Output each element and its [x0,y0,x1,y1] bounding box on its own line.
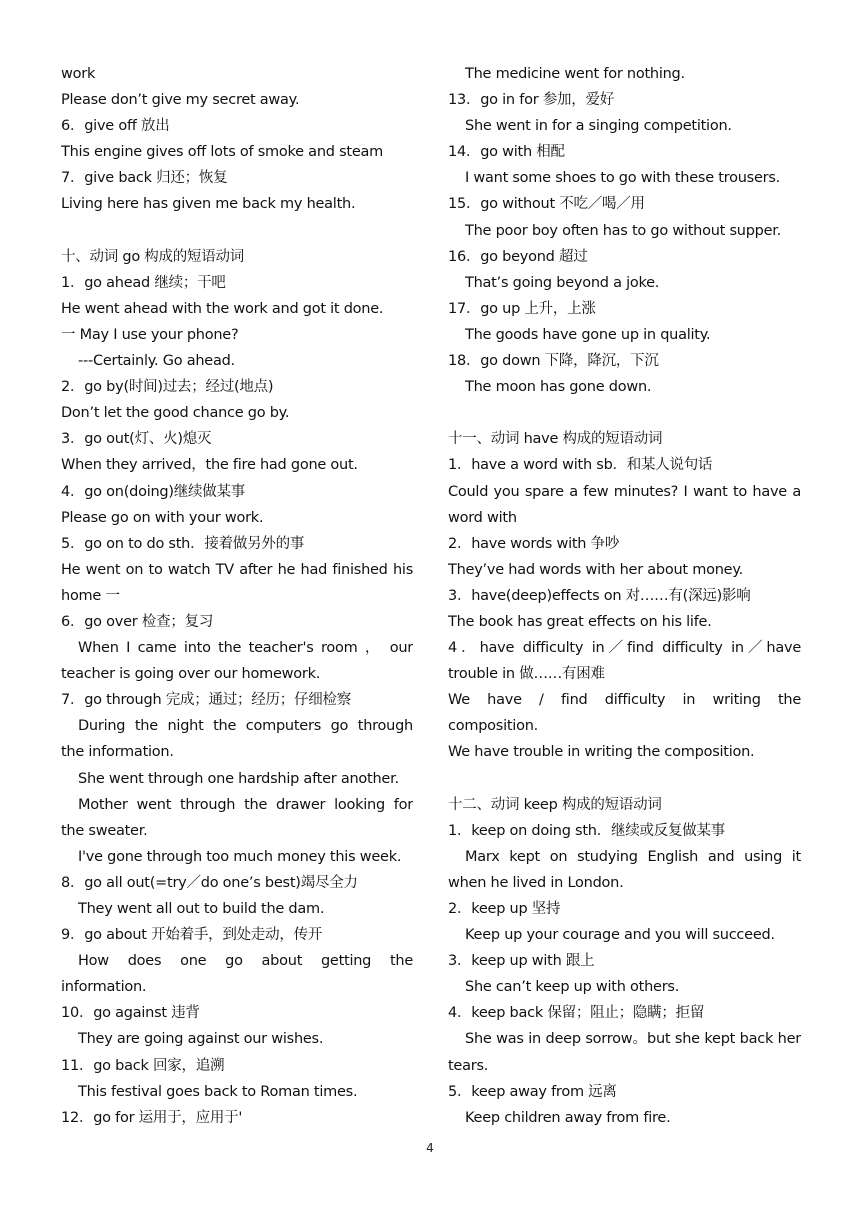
text-line: the information. [61,744,174,761]
text-line: Don’t let the good chance go by. [61,405,290,422]
text-line: 6．go over 检查；复习 [61,613,214,630]
text-line: 18．go down 下降，降沉，下沉 [448,353,659,370]
text-line: Please go on with your work. [61,509,264,526]
text-line: She went in for a singing competition. [465,118,732,135]
text-line: They went all out to build the dam. [78,901,325,917]
text-line: During the night the computers go through [78,718,413,735]
text-line: 十二、动词 keep 构成的短语动词 [448,796,662,813]
text-line: 13．go in for 参加，爱好 [448,92,615,109]
text-line: She went through one hardship after another. [78,770,399,787]
text-line: teacher is going over our homework. [61,666,321,683]
text-line: 十一、动词 have 构成的短语动词 [448,431,663,448]
text-line: The moon has gone down. [465,379,652,396]
text-line: We have trouble in writing the composition. [448,744,755,761]
text-line: 2．have words with 争吵 [448,535,620,552]
text-line: Please don’t give my secret away. [61,92,300,109]
text-line: Could you spare a few minutes? I want to have a [448,483,801,500]
text-line: 11．go back 回家，追溯 [61,1057,225,1074]
text-line: when he lived in London. [448,874,624,891]
text-line: They are going against our wishes. [78,1031,324,1048]
text-line: He went on to watch TV after he had finished his [61,561,413,578]
text-line: 4．go on(doing)继续做某事 [61,483,246,500]
text-line: 2．keep up 坚持 [448,901,561,917]
text-line: This festival goes back to Roman times. [78,1083,358,1100]
text-line: When they arrived，the fire had gone out. [61,457,358,474]
text-line: I want some shoes to go with these trousers. [465,170,780,187]
text-line: 1．have a word with sb．和某人说句话 [448,457,713,474]
text-line: That’s going beyond a joke. [465,274,660,291]
text-line: trouble in 做……有困难 [448,666,605,683]
text-line: home 一 [61,587,120,604]
text-line: 4．keep back 保留；阻止；隐瞒；拒留 [448,1005,705,1022]
text-line: Marx kept on studying English and using it [465,848,801,865]
text-line: tears. [448,1057,489,1074]
text-line: 3．go out(灯、火)熄灭 [61,431,212,448]
text-line: When I came into the teacher's room ， our [78,640,413,657]
blank-line [61,218,413,244]
blank-line [448,766,801,792]
text-line: Keep up your courage and you will succeed. [465,927,775,944]
text-line: 3．keep up with 跟上 [448,953,595,970]
text-line: She can’t keep up with others. [465,979,680,996]
text-line: Mother went through the drawer looking for [78,796,413,813]
text-line: 12．go for 运用于，应用于' [61,1109,243,1126]
text-line: 7．give back 归还；恢复 [61,170,228,187]
text-line: 一 May I use your phone? [61,326,239,343]
text-line: ---Certainly. Go ahead. [78,353,235,370]
text-line: 2．go by(时间)过去；经过(地点) [61,379,274,396]
text-line: 6．give off 放出 [61,118,170,135]
text-line: This engine gives off lots of smoke and steam [61,144,383,161]
text-line: 4．have difficulty in／find difficulty in／have [448,640,801,657]
blank-line [448,400,801,426]
text-line: 9．go about 开始着手，到处走动，传开 [61,927,323,944]
text-line: He went ahead with the work and got it done. [61,300,384,317]
text-line: work [61,66,96,82]
text-line: They’ve had words with her about money. [448,561,743,578]
right-column [448,61,801,1131]
text-line: 7．go through 完成；通过；经历；仔细检察 [61,692,351,709]
text-line: The medicine went for nothing. [465,66,685,82]
text-line: 10．go against 违背 [61,1005,200,1022]
text-line: 十、动词 go 构成的短语动词 [61,248,245,265]
page-number: 4 [426,1141,434,1155]
text-line: 8．go all out(=try／do one’s best)竭尽全力 [61,874,358,891]
text-line: How does one go about getting the [78,953,413,970]
text-line: word with [448,509,517,526]
text-line: information. [61,979,147,996]
text-line: Living here has given me back my health. [61,196,356,213]
text-line: 5．keep away from 远离 [448,1083,617,1100]
text-line: 15．go without 不吃／喝／用 [448,196,645,213]
text-line: 3．have(deep)effects on 对……有(深远)影响 [448,587,751,604]
text-line: Keep children away from fire. [465,1109,671,1126]
text-line: composition. [448,718,539,735]
text-line: 14．go with 相配 [448,144,565,161]
text-line: We have / find difficulty in writing the [448,692,801,709]
text-line: the sweater. [61,822,148,839]
text-line: She was in deep sorrow。but she kept back her [465,1031,801,1048]
text-line: 1．go ahead 继续；干吧 [61,274,226,291]
text-line: The poor boy often has to go without supper. [465,222,782,239]
text-line: 16．go beyond 超过 [448,248,588,265]
text-line: 17．go up 上升，上涨 [448,300,596,317]
text-line: 5．go on to do sth．接着做另外的事 [61,535,305,552]
text-line: The goods have gone up in quality. [465,326,711,343]
text-line: I've gone through too much money this week. [78,848,402,865]
text-line: The book has great effects on his life. [448,613,712,630]
left-column [61,61,413,1131]
text-line: 1．keep on doing sth．继续或反复做某事 [448,822,725,839]
